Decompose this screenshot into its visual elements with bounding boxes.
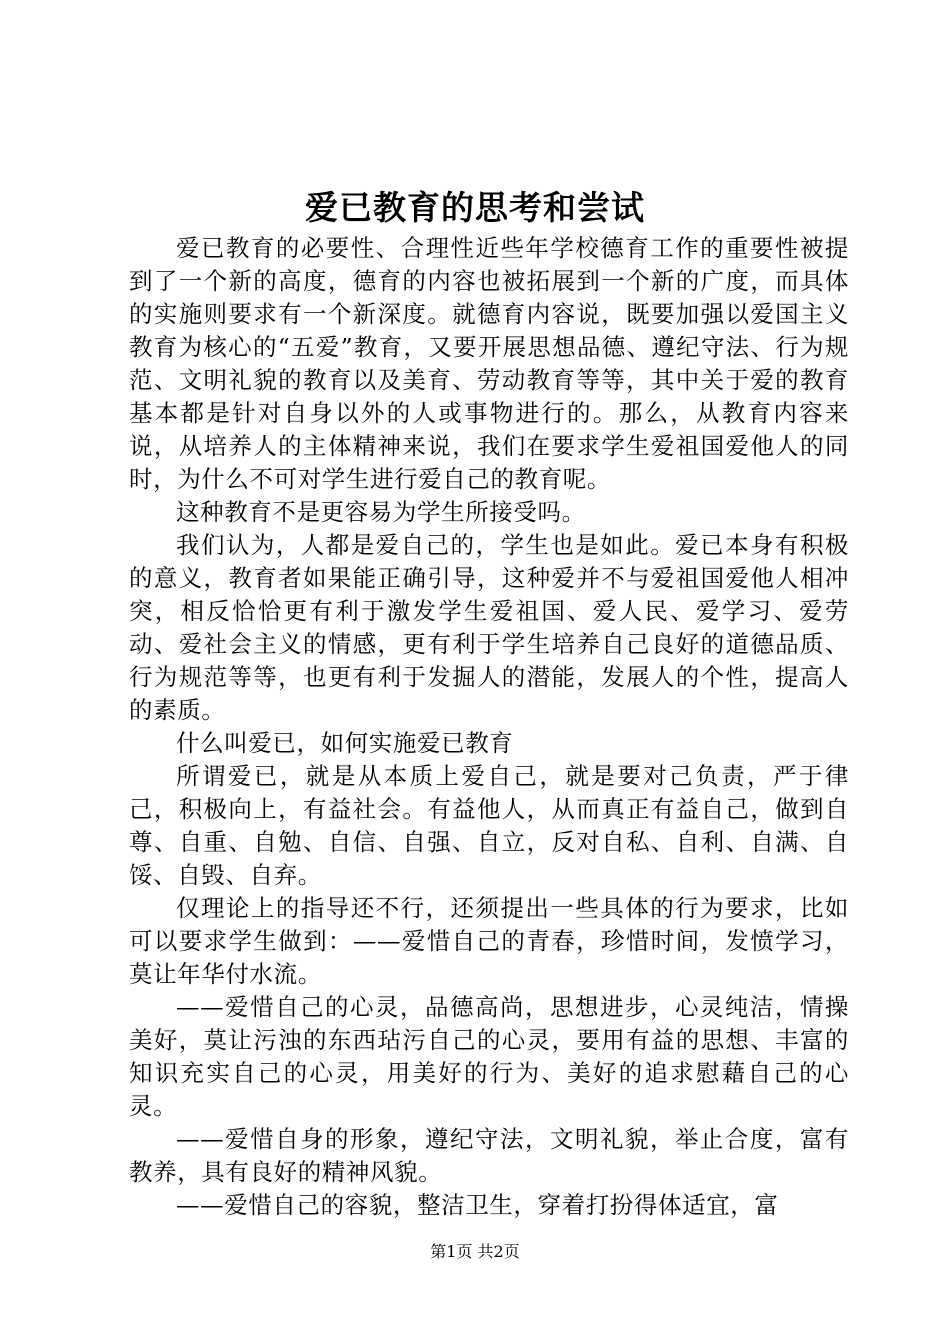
- page-footer: [0, 1241, 950, 1263]
- paragraph-3: 我们认为，人都是爱自己的，学生也是如此。爱已本身有积极的意义，教育者如果能正确引导，这种爱并不与爱祖国爱他人相冲突，相反恰恰更有利于激发学生爱祖国、爱人民、爱学习、爱劳动、爱社会主义的情感，更有利于学生培养自己良好的道德品质、行为规范等等，也更有利于发掘人的潜能，发展人的个性，提高人的素质。: [129, 531, 849, 724]
- paragraph-7: ——爱惜自己的心灵，品德高尚，思想进步，心灵纯洁，情操美好，莫让污浊的东西玷污自己的心灵，要用有益的思想、丰富的知识充实自己的心灵，用美好的行为、美好的追求慰藉自己的心灵。: [129, 993, 849, 1120]
- page-number: 第1页 共2页: [430, 1242, 520, 1261]
- paragraph-2: 这种教育不是更容易为学生所接受吗。: [176, 498, 586, 526]
- document-body: [129, 232, 849, 1222]
- paragraph-1: 爱已教育的必要性、合理性近些年学校德育工作的重要性被提到了一个新的高度，德育的内容也被拓展到一个新的广度，而具体的实施则要求有一个新深度。就德育内容说，既要加强以爱国主义教育为核心的“五爱”教育，又要开展思想品德、遵纪守法、行为规范、文明礼貌的教育以及美育、劳动教育等等，其中关于爱的教育基本都是针对自身以外的人或事物进行的。那么，从教育内容来说，从培养人的主体精神来说，我们在要求学生爱祖国爱他人的同时，为什么不可对学生进行爱自己的教育呢。: [129, 234, 849, 493]
- paragraph-9: ——爱惜自己的容貌，整洁卫生，穿着打扮得体适宜，富: [176, 1191, 779, 1219]
- paragraph-8: ——爱惜自身的形象，遵纪守法，文明礼貌，举止合度，富有教养，具有良好的精神风貌。: [129, 1125, 849, 1186]
- paragraph-5: 所谓爱已，就是从本质上爱自己，就是要对己负责，严于律己，积极向上，有益社会。有益他人，从而真正有益自己，做到自尊、自重、自勉、自信、自强、自立，反对自私、自利、自满、自馁、自毁、自弃。: [129, 762, 849, 889]
- paragraph-4-heading: 什么叫爱已，如何实施爱已教育: [176, 729, 514, 757]
- paragraph-6: 仅理论上的指导还不行，还须提出一些具体的行为要求，比如可以要求学生做到：——爱惜自己的青春，珍惜时间，发愤学习，莫让年华付水流。: [129, 894, 849, 988]
- document-title: 爱已教育的思考和尝试: [305, 188, 645, 227]
